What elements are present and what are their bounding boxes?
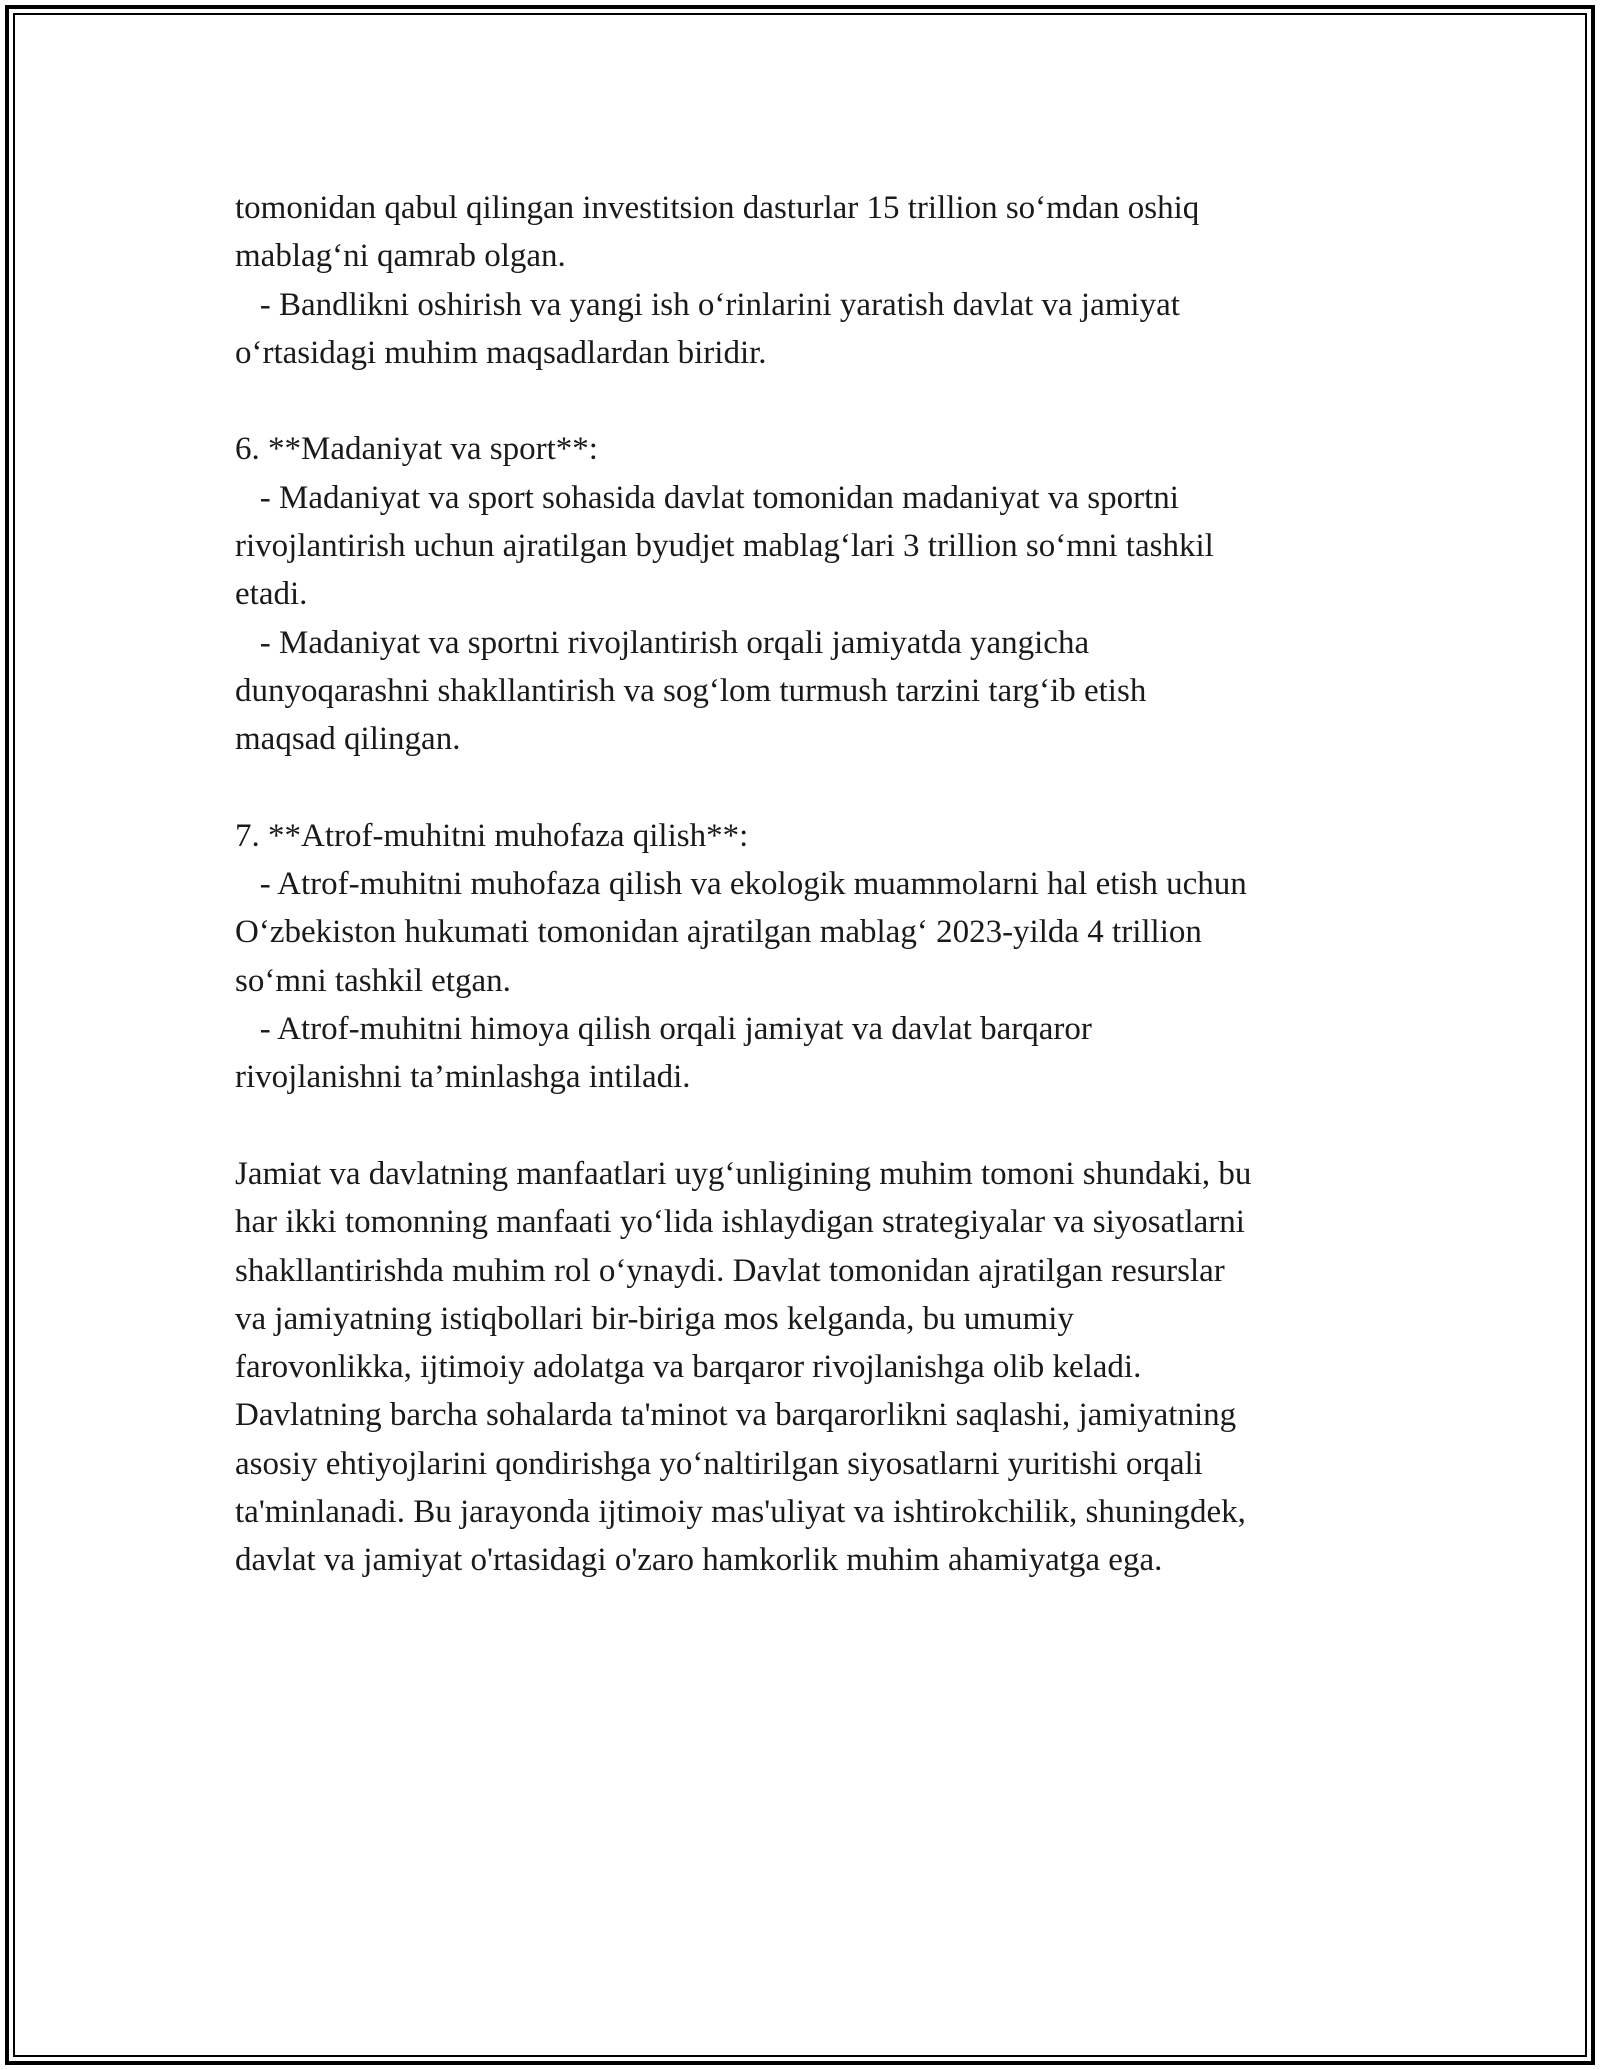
bullet-line: - Atrof-muhitni muhofaza qilish va ekologik muammolarni hal etish uchun [235, 866, 1247, 903]
text-line: farovonlikka, ijtimoiy adolatga va barqaror rivojlanishga olib keladi. [235, 1349, 1142, 1386]
text-line: Davlatning barcha sohalarda ta'minot va barqarorlikni saqlashi, jamiyatning [235, 1397, 1237, 1434]
text-line: o‘rtasidagi muhim maqsadlardan biridir. [235, 334, 767, 371]
bullet-line: - Atrof-muhitni himoya qilish orqali jamiyat va davlat barqaror [235, 1011, 1092, 1048]
section-heading: 6. **Madaniyat va sport**: [235, 431, 598, 468]
paragraph-spacer [235, 1102, 1395, 1150]
bullet-line: - Madaniyat va sportni rivojlantirish orqali jamiyatda yangicha [235, 624, 1090, 661]
section-heading: 7. **Atrof-muhitni muhofaza qilish**: [235, 817, 749, 854]
section-culture-sport [235, 425, 1395, 763]
paragraph-spacer [235, 377, 1395, 425]
text-line: Jamiat va davlatning manfaatlari uyg‘unligining muhim tomoni shundaki, bu [235, 1155, 1252, 1192]
text-line: va jamiyatning istiqbollari bir-biriga mos kelganda, bu umumiy [235, 1300, 1074, 1337]
text-line: dunyoqarashni shakllantirish va sog‘lom turmush tarzini targ‘ib etish [235, 672, 1147, 709]
text-line: ta'minlanadi. Bu jarayonda ijtimoiy mas'uliyat va ishtirokchilik, shuningdek, [235, 1494, 1246, 1531]
text-line: mablag‘ni qamrab olgan. [235, 238, 566, 275]
paragraph-spacer [235, 764, 1395, 812]
text-line: shakllantirishda muhim rol o‘ynaydi. Davlat tomonidan ajratilgan resurslar [235, 1252, 1225, 1289]
text-line: O‘zbekiston hukumati tomonidan ajratilgan mablag‘ 2023-yilda 4 trillion [235, 914, 1202, 951]
bullet-line: - Bandlikni oshirish va yangi ish o‘rinlarini yaratish davlat va jamiyat [235, 286, 1180, 323]
text-line: tomonidan qabul qilingan investitsion dasturlar 15 trillion so‘mdan oshiq [235, 190, 1200, 226]
text-line: asosiy ehtiyojlarini qondirishga yo‘naltirilgan siyosatlarni yuritishi orqali [235, 1445, 1203, 1482]
document-body [235, 184, 1395, 1585]
text-line: har ikki tomonning manfaati yo‘lida ishlaydigan strategiyalar va siyosatlarni [235, 1204, 1245, 1241]
section-environment [235, 812, 1395, 1102]
text-line: etadi. [235, 576, 308, 613]
bullet-line: - Madaniyat va sport sohasida davlat tomonidan madaniyat va sportni [235, 479, 1179, 516]
text-line: rivojlantirish uchun ajratilgan byudjet mablag‘lari 3 trillion so‘mni tashkil [235, 528, 1214, 565]
text-line: maqsad qilingan. [235, 721, 461, 758]
continuation-block [235, 184, 1395, 377]
text-line: rivojlanishni ta’minlashga intiladi. [235, 1059, 691, 1096]
text-line: so‘mni tashkil etgan. [235, 962, 511, 999]
conclusion-paragraph [235, 1150, 1395, 1585]
text-line: davlat va jamiyat o'rtasidagi o'zaro hamkorlik muhim ahamiyatga ega. [235, 1542, 1163, 1579]
